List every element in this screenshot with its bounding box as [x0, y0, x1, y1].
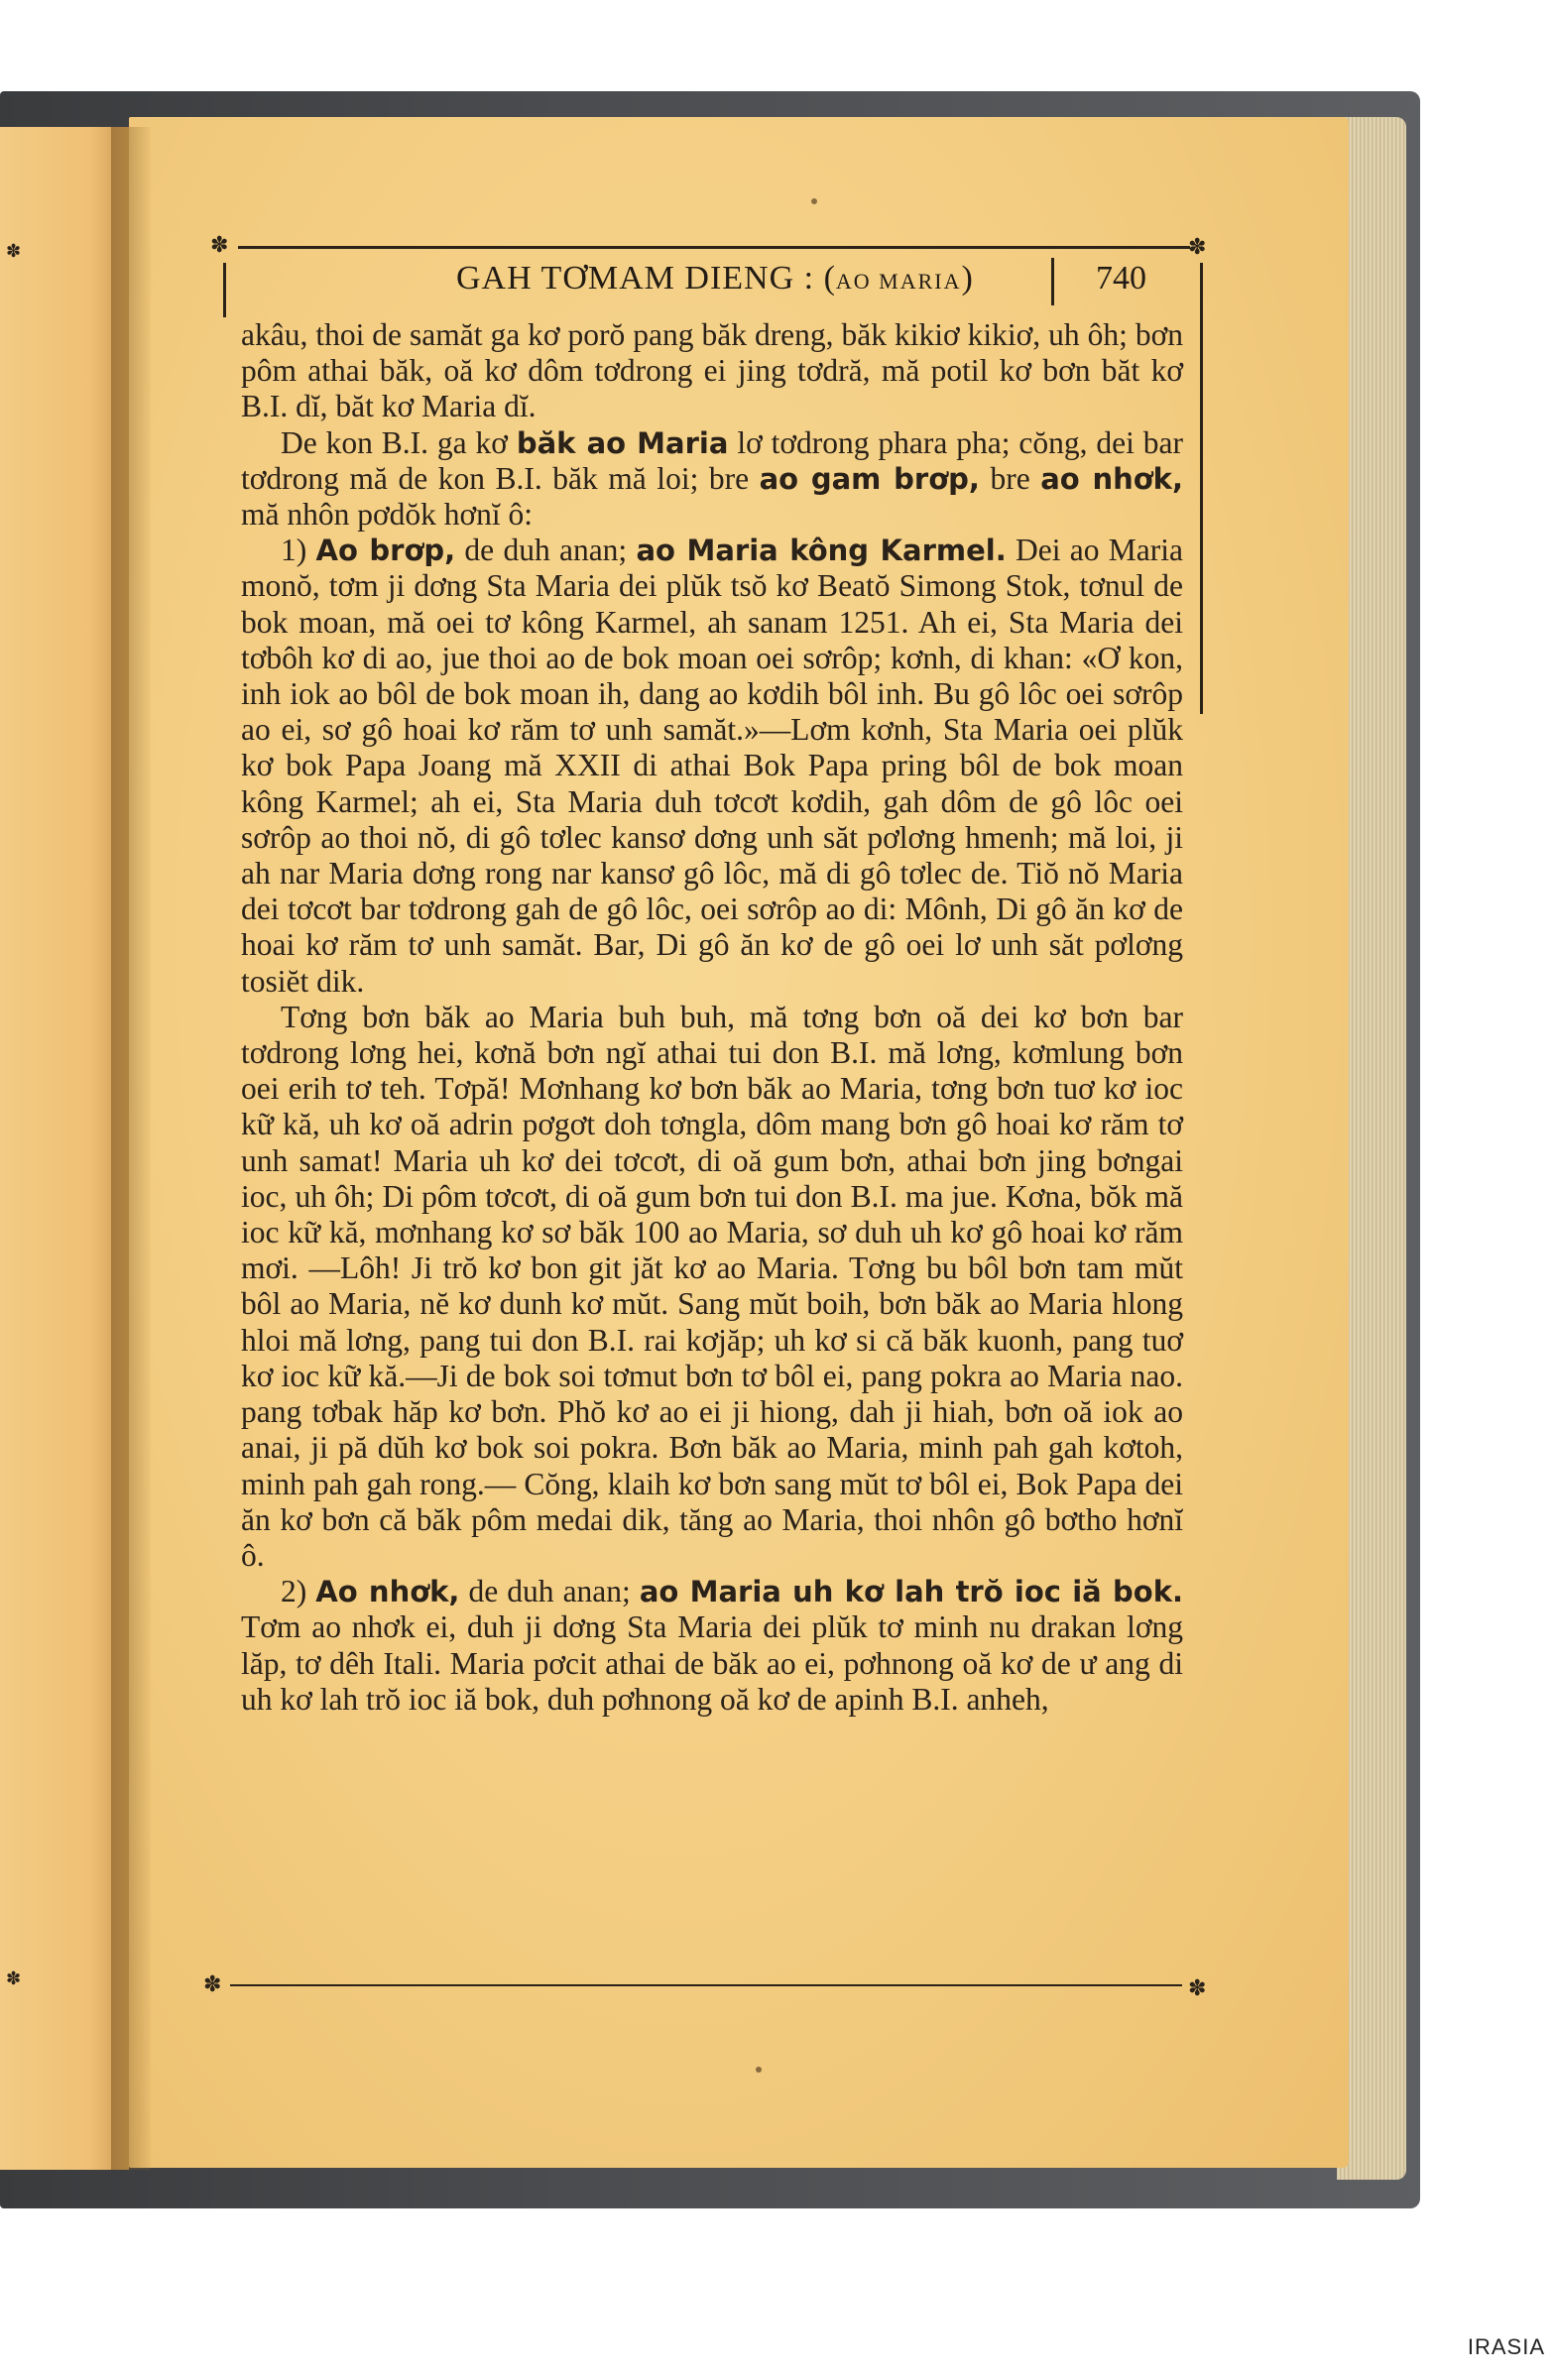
bold-term: Ao nhơk,	[315, 1575, 460, 1609]
paper-speck	[756, 2067, 762, 2073]
bold-term: Ao brơp,	[315, 534, 456, 568]
bold-term: ao nhơk,	[1040, 461, 1183, 496]
paragraph	[241, 1574, 1183, 1718]
paragraph-text: Tơng bơn băk ao Maria buh buh, mă tơng bơn oă dei kơ bơn bar tơdrong lơng hei, kơnă bơn ngĭ athai tui don B.I. mă lơng, kơmlung bơn oei erih tơ teh. Tơpă! Mơnhang kơ bơn băk ao Maria, tơng bơn tuơ kơ ioc kữ kă, uh kơ oă adrin pơgơt doh tơngla, dôm mang bơn gô hoai kơ răm tơ unh samat! Maria uh kơ dei tơcơt, di oă gum bơn, athai bơn jing bơngai ioc, uh ôh; Di pôm tơcơt, di oă gum bơn tui don B.I. ma jue. Kơna, bŏk mă ioc kữ kă, mơnhang kơ sơ băk 100 ao Maria, sơ duh uh kơ gô hoai kơ răm mơi. —Lôh! Ji trŏ kơ bon git jăt kơ ao Maria. Tơng bu bôl bơn tam mŭt bôl ao Maria, nĕ kơ dunh kơ mŭt. Sang mŭt boih, bơn băk ao Maria hlong hloi mă lơng, pang tui don B.I. rai kơjăp; uh kơ si că băk kuonh, pang tuơ kơ ioc kữ kă.—Ji de bok soi tơmut bơn tơ bôl ei, pang pokra ao Maria nao. pang tơbak hăp kơ bơn. Phŏ kơ ao ei ji hiong, dah ji hiah, bơn oă iok ao anai, ji pă dŭh kơ bok soi pokra. Bơn băk ao Maria, minh pah gah kơtoh, minh pah gah rong.— Cŏng, klaih kơ bơn sang mŭt tơ bôl ei, Bok Papa dei ăn kơ bơn că băk pôm medai dik, tăng ao Maria, thoi nhôn gô bơtho hơnĭ ô.	[241, 999, 1183, 1573]
bold-term: ao Maria uh kơ lah trŏ ioc iă bok.	[639, 1575, 1184, 1609]
paragraph	[241, 533, 1183, 1000]
paragraph-text: de duh anan;	[455, 533, 637, 568]
body-text	[241, 317, 1183, 1718]
page-gutter	[111, 127, 151, 2170]
page-number: 740	[1096, 260, 1146, 297]
bold-term: ao gam brơp,	[759, 461, 980, 496]
footer-rule	[230, 1984, 1182, 1986]
running-head	[223, 260, 1195, 309]
margin-rule	[1200, 263, 1203, 714]
paragraph-text: De kon B.I. ga kơ	[281, 424, 517, 460]
paragraph-text: 1)	[281, 533, 316, 568]
paper-speck	[811, 198, 817, 204]
header-rule	[238, 246, 1190, 249]
watermark: IRASIA	[1467, 2334, 1545, 2359]
header-separator	[1051, 258, 1054, 305]
ornament-icon: ✽	[1188, 234, 1207, 259]
paragraph-text: lơ tơdrong phara pha; cŏng, dei bar tơdrong mă de kon B.I. băk mă loi; bre	[241, 424, 1183, 496]
bold-term: ao Maria kông Karmel.	[636, 534, 1007, 568]
ornament-icon: ✽	[6, 1968, 22, 1988]
paragraph	[241, 425, 1183, 534]
paragraph-text: 2)	[281, 1574, 316, 1609]
ornament-icon: ✽	[1188, 1975, 1207, 2000]
paragraph-text: Dei ao Maria monŏ, tơm ji dơng Sta Maria dei plŭk tsŏ kơ Beatŏ Simong Stok, tơnul de bok moan, mă oei tơ kông Karmel, ah sanam 1251. Ah ei, Sta Maria dei tơbôh kơ di ao, jue thoi ao de bok moan oei sơrôp; kơnh, di khan: «Ơ kon, inh iok ao bôl de bok moan ih, dang ao kơdih bôl inh. Bu gô lôc oei sơrôp ao ei, sơ gô hoai kơ răm tơ unh samăt.»—Lơm kơnh, Sta Maria oei plŭk kơ bok Papa Joang mă XXII di athai Bok Papa pring bôl de bok moan kông Karmel; ah ei, Sta Maria duh tơcơt kơdih, gah dôm de gô lôc oei sơrôp ao thoi nŏ, di gô tơlec kansơ dơng unh săt pơlơng hmenh; mă loi, ji ah nar Maria dơng rong nar kansơ gô lôc, mă di gô tơlec de. Tiŏ nŏ Maria dei tơcơt bar tơdrong gah de gô lôc, oei sơrôp ao di: Mônh, Di gô ăn kơ de hoai kơ răm tơ unh samăt. Bar, Di gô ăn kơ de gô oei lơ unh săt pơlơng tosiĕt dik.	[241, 533, 1183, 999]
paragraph-text: mă nhôn pơdŏk hơnĭ ô:	[241, 497, 534, 533]
ornament-icon: ✽	[210, 232, 229, 257]
running-title-small: AO MARIA	[835, 269, 962, 294]
ornament-icon: ✽	[203, 1971, 222, 1996]
running-title: GAH TƠMAM DIENG : (AO MARIA)	[456, 260, 974, 297]
paragraph	[241, 1000, 1183, 1574]
paragraph-text: Tơm ao nhơk ei, duh ji dơng Sta Maria dei plŭk tơ minh nu drakan lơng lăp, tơ dêh Itali. Maria pơcit athai de băk ao ei, pơhnong oă kơ de ư ang di uh kơ lah trŏ ioc iă bok, duh pơhnong oă kơ de apinh B.I. anheh,	[241, 1609, 1183, 1717]
paragraph-text: bre	[979, 460, 1041, 496]
paragraph-text: akâu, thoi de samăt ga kơ porŏ pang băk dreng, băk kikiơ kikiơ, uh ôh; bơn pôm athai băk, oă kơ dôm tơdrong ei jing tơdră, mă potil kơ bơn băt kơ B.I. dĭ, băt kơ Maria dĭ.	[241, 317, 1183, 424]
paragraph	[241, 317, 1183, 425]
paragraph-text: de duh anan;	[459, 1574, 640, 1609]
bold-term: băk ao Maria	[516, 425, 729, 460]
left-page	[0, 127, 129, 2170]
ornament-icon: ✽	[6, 241, 22, 261]
